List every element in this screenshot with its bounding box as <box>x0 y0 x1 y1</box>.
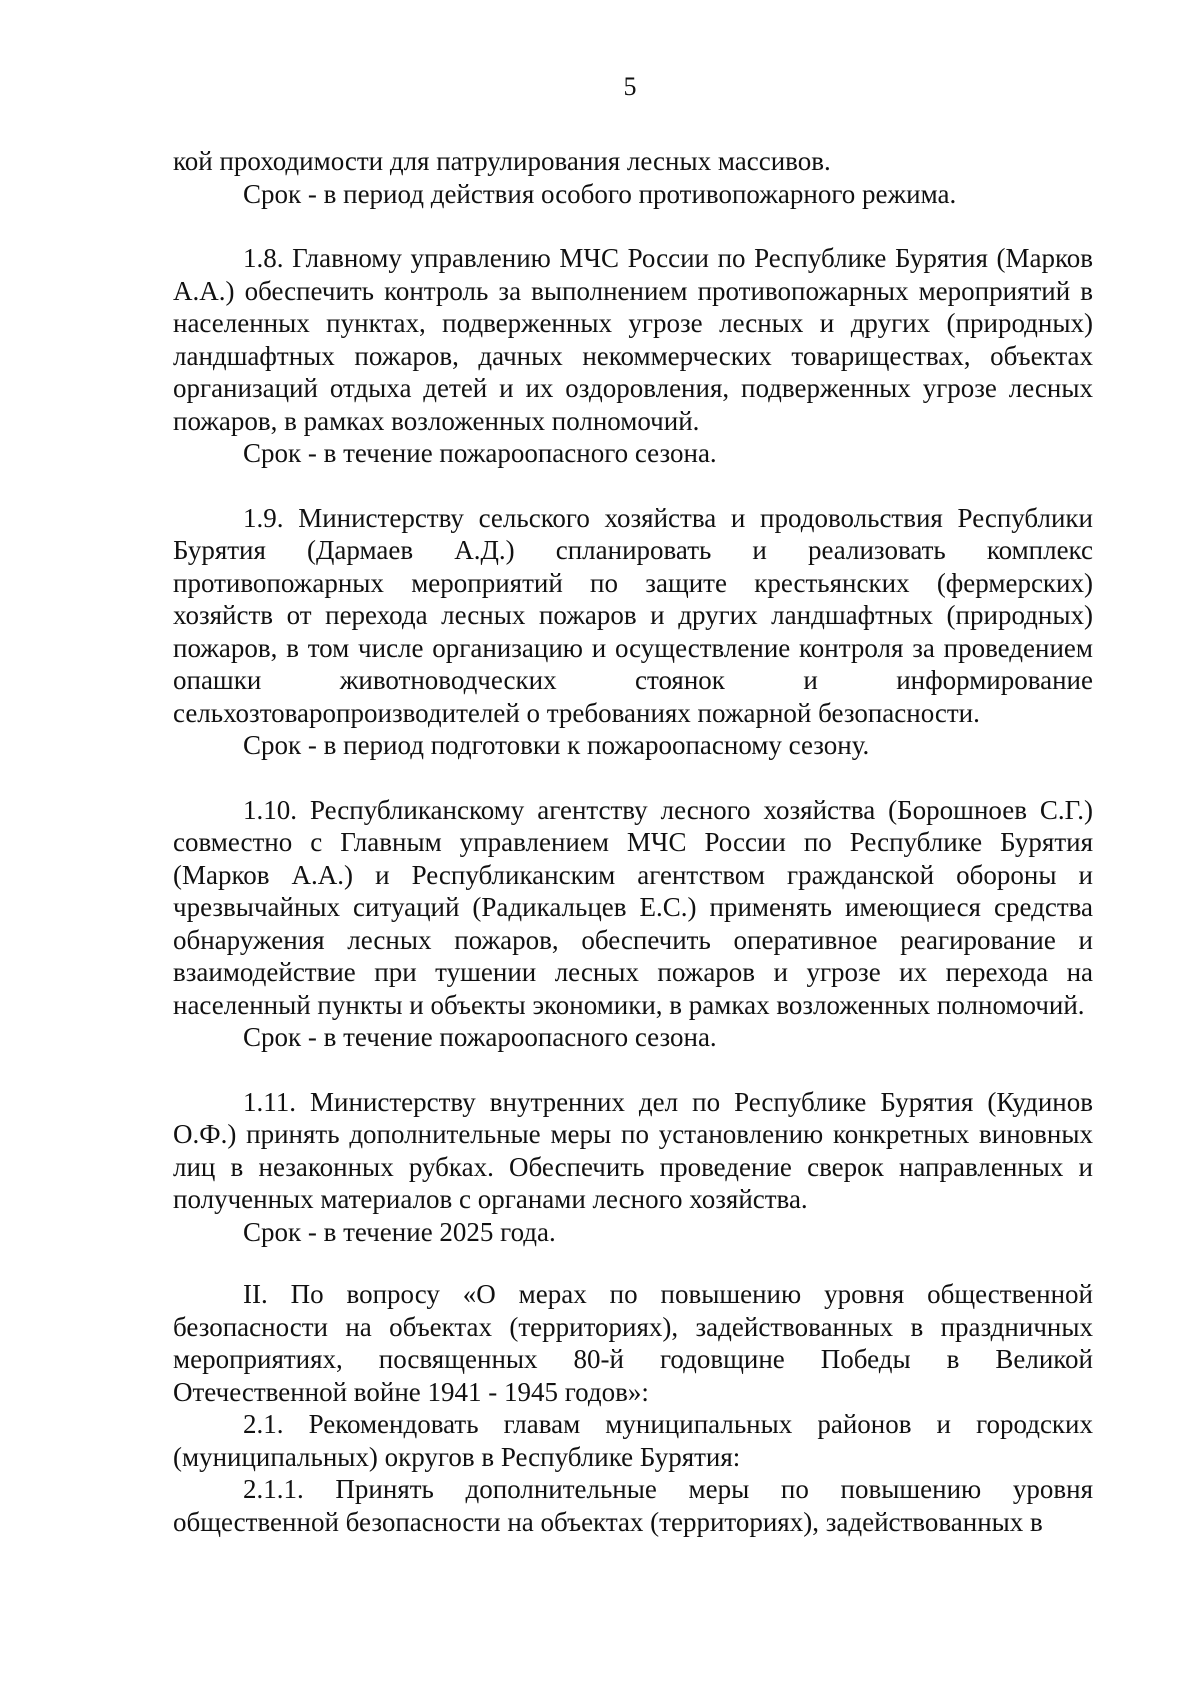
section-ii-heading: II. По вопросу «О мерах по повышению уровня общественной безопасности на объектах (территориях), задействованных в праздничных мероприятиях, посвященных 80-й годовщине Победы в Великой Отечественной войне 1941 - 1945 годов»: <box>173 1279 1093 1407</box>
paragraph-1-9: 1.9. Министерству сельского хозяйства и продовольствия Республики Бурятия (Дармаев А.Д.) спланировать и реализовать комплекс противопожарных мероприятий по защите крестьянских (фермерских) хозяйств от перехода лесных пожаров и других ландшафтных (природных) пожаров, в том числе организацию и осуществление контроля за проведением опашки животноводческих стоянок и информирование сельхозтоваропроизводителей о требованиях пожарной безопасности. <box>173 502 1093 728</box>
deadline-1-9: Срок - в период подготовки к пожароопасному сезону. <box>243 730 870 760</box>
paragraph-1-10: 1.10. Республиканскому агентству лесного хозяйства (Борошноев С.Г.) совместно с Главным управлением МЧС России по Республике Бурятия (Марков А.А.) и Республиканским агентством гражданской обороны и чрезвычайных ситуаций (Радикальцев Е.С.) применять имеющиеся средства обнаружения лесных пожаров, обеспечить оперативное реагирование и взаимодействие при тушении лесных пожаров и угрозе их перехода на населенный пункты и объекты экономики, в рамках возложенных полномочий. <box>173 794 1093 1020</box>
deadline-1-11: Срок - в течение 2025 года. <box>243 1216 556 1247</box>
paragraph-continuation: кой проходимости для патрулирования лесных массивов. <box>173 146 831 176</box>
deadline-1-8: Срок - в течение пожароопасного сезона. <box>243 438 717 468</box>
paragraph-1-8: 1.8. Главному управлению МЧС России по Республике Бурятия (Марков А.А.) обеспечить контроль за выполнением противопожарных мероприятий в населенных пунктах, подверженных угрозе лесных и других (природных) ландшафтных пожаров, дачных некоммерческих товариществах, объектах организаций отдыха детей и их оздоровления, подверженных угрозе лесных пожаров, в рамках возложенных полномочий. <box>173 243 1093 436</box>
paragraph-2-1: 2.1. Рекомендовать главам муниципальных районов и городских (муниципальных) округов в Республике Бурятия: <box>173 1409 1093 1472</box>
deadline-1-7: Срок - в период действия особого противопожарного режима. <box>243 178 957 209</box>
paragraph-2-1-1: 2.1.1. Принять дополнительные меры по повышению уровня общественной безопасности на объектах (территориях), задействованных в <box>173 1474 1093 1537</box>
page-number: 5 <box>623 72 637 101</box>
paragraph-1-11: 1.11. Министерству внутренних дел по Республике Бурятия (Кудинов О.Ф.) принять дополнительные меры по установлению конкретных виновных лиц в незаконных рубках. Обеспечить проведение сверок направленных и полученных материалов с органами лесного хозяйства. <box>173 1086 1093 1214</box>
deadline-1-10: Срок - в течение пожароопасного сезона. <box>243 1022 717 1052</box>
document-body <box>173 145 1093 1538</box>
